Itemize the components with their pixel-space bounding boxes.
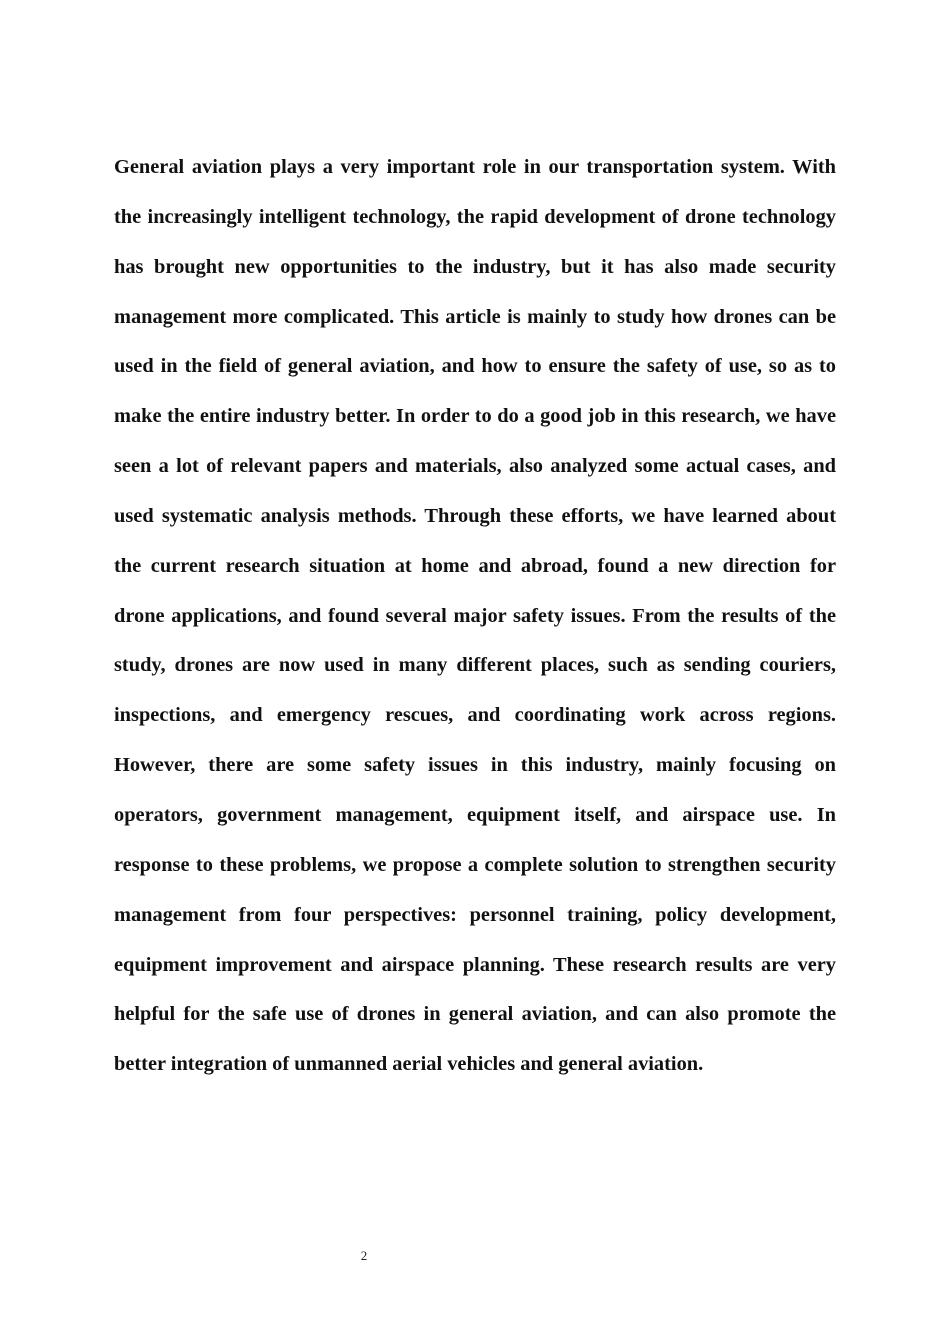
page-number: 2	[360, 1248, 368, 1263]
abstract-paragraph: General aviation plays a very important role in our transportation system. With the increasingly intelligent technology, the rapid development of drone technology has brought new opportunities to the industry, but it has also made security management more complicated. This article is mainly to study how drones can be used in the field of general aviation, and how to ensure the safety of use, so as to make the entire industry better. In order to do a good job in this research, we have seen a lot of relevant papers and materials, also analyzed some actual cases, and used systematic analysis methods. Through these efforts, we have learned about the current research situation at home and abroad, found a new direction for drone applications, and found several major safety issues. From the results of the study, drones are now used in many different places, such as sending couriers, inspections, and emergency rescues, and coordinating work across regions. However, there are some safety issues in this industry, mainly focusing on operators, government management, equipment itself, and airspace use. In response to these problems, we propose a complete solution to strengthen security management from four perspectives: personnel training, policy development, equipment improvement and airspace planning. These research results are very helpful for the safe use of drones in general aviation, and can also promote the better integration of unmanned aerial vehicles and general aviation.	[114, 156, 836, 1076]
